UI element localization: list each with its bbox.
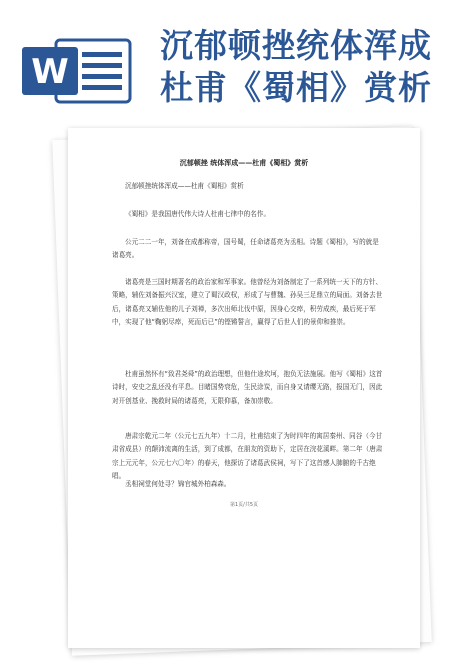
paragraph-intro: 《蜀相》是我国唐代伟大诗人杜甫七律中的名作。 <box>125 210 271 218</box>
banner-title-line-2: 杜甫《蜀相》赏析 <box>160 68 432 107</box>
document-title: 沉郁顿挫 统体浑成——杜甫《蜀相》赏析 <box>179 159 309 167</box>
word-document-icon <box>20 38 132 104</box>
header-banner <box>0 0 474 118</box>
page-number: 第1页/共5页 <box>229 502 259 508</box>
document-page <box>68 128 420 648</box>
svg-text:W: W <box>31 52 69 92</box>
paragraph-background: 公元二二一年，刘备在成都称帝，国号蜀，任命诸葛亮为丞相。诗题《蜀相》，写的就是诸葛亮。 <box>112 238 379 260</box>
paragraph-subtitle: 沉郁顿挫统体浑成——杜甫《蜀相》赏析 <box>125 182 244 190</box>
paragraph-history: 唐肃宗乾元二年（公元七五九年）十二月，杜甫结束了为时四年的寓居秦州、同谷（今甘肃省成县）的颠沛流离的生活，到了成都，在朋友的资助下，定居在浣花溪畔。第二年（唐肃宗上元元年，公元七六〇年）的春天，他探访了诸葛武侯祠，写下了这首感人肺腑的千古绝唱。 <box>112 432 383 481</box>
paragraph-poem-line: 丞相祠堂何处寻？锦官城外柏森森。 <box>125 480 231 488</box>
banner-title-line-1: 沉郁顿挫统体浑成 <box>160 26 432 65</box>
paragraph-du-fu: 杜甫虽然怀有“致君尧舜”的政治理想，但他仕途坎坷，抱负无法施展。他写《蜀相》这首诗时，安史之乱还没有平息。目睹国势衰危，生民涂炭，而自身又请缨无路，报国无门，因此对开创基业、挽救时局的诸葛亮，无限仰慕，备加崇敬。 <box>112 370 383 405</box>
paragraph-zhuge-liang: 诸葛亮是三国时期著名的政治家和军事家。他曾经为刘备制定了一系列统一天下的方针、策略，辅佐刘备振兴汉室，建立了蜀汉政权，形成了与曹魏、孙吴三足鼎立的局面。刘备去世后，诸葛亮又辅佐他的儿子刘禅，多次出师北伐中原，因身心交瘁，积劳成疾，最后死于军中，实现了他“鞠躬尽瘁，死而后已”的铿锵誓言，赢得了后世人们的景仰和推崇。 <box>112 278 383 327</box>
